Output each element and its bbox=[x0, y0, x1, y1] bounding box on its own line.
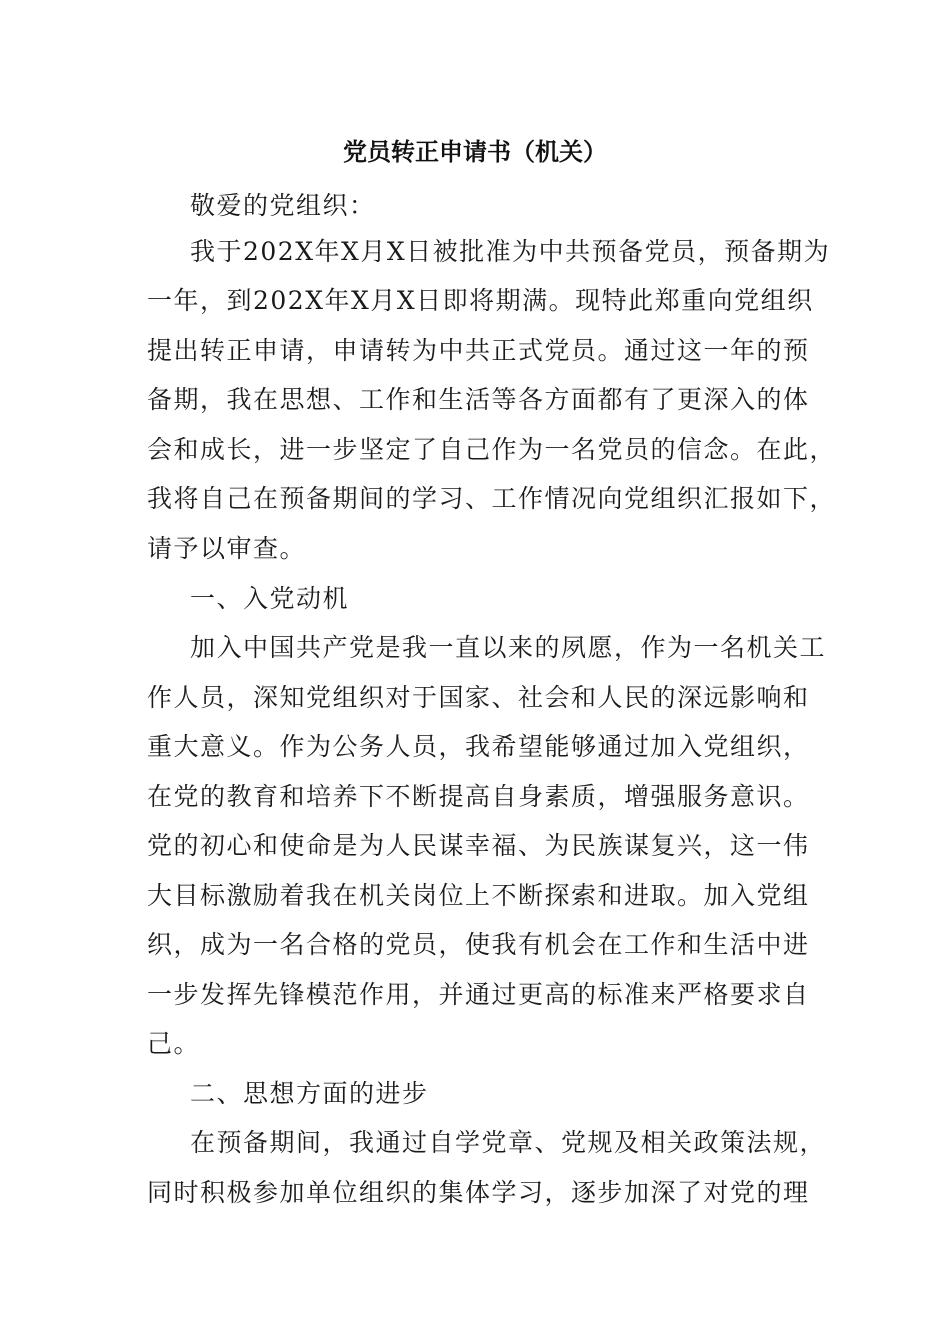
paragraph-line: 党的初心和使命是为人民谋幸福、为民族谋复兴，这一伟 bbox=[147, 831, 810, 860]
greeting-line: 敬爱的党组织： bbox=[190, 191, 376, 220]
paragraph-line: 加入中国共产党是我一直以来的夙愿，作为一名机关工 bbox=[190, 633, 827, 662]
paragraph-line: 一年，到202X年X月X日即将期满。现特此郑重向党组织 bbox=[147, 286, 814, 315]
paragraph-line: 提出转正申请，申请转为中共正式党员。通过这一年的预 bbox=[147, 336, 810, 365]
paragraph-line: 备期，我在思想、工作和生活等各方面都有了更深入的体 bbox=[147, 385, 810, 414]
paragraph-line: 会和成长，进一步坚定了自己作为一名党员的信念。在此， bbox=[147, 435, 837, 464]
paragraph-line: 我于202X年X月X日被批准为中共预备党员，预备期为 bbox=[190, 237, 831, 266]
paragraph-line: 大目标激励着我在机关岗位上不断探索和进取。加入党组 bbox=[147, 881, 810, 910]
paragraph-line: 同时积极参加单位组织的集体学习，逐步加深了对党的理 bbox=[147, 1178, 810, 1207]
paragraph-line: 在党的教育和培养下不断提高自身素质，增强服务意识。 bbox=[147, 782, 810, 811]
section-heading: 一、入党动机 bbox=[190, 584, 350, 613]
paragraph-line: 重大意义。作为公务人员，我希望能够通过加入党组织， bbox=[147, 732, 810, 761]
paragraph-line: 请予以审查。 bbox=[147, 534, 307, 563]
paragraph-line: 在预备期间，我通过自学党章、党规及相关政策法规， bbox=[190, 1128, 827, 1157]
section-heading: 二、思想方面的进步 bbox=[190, 1079, 429, 1108]
paragraph-line: 己。 bbox=[147, 1029, 201, 1058]
paragraph-line: 作人员，深知党组织对于国家、社会和人民的深远影响和 bbox=[147, 683, 810, 712]
paragraph-line: 一步发挥先锋模范作用，并通过更高的标准来严格要求自 bbox=[147, 980, 810, 1009]
paragraph-line: 织，成为一名合格的党员，使我有机会在工作和生活中进 bbox=[147, 930, 810, 959]
paragraph-line: 我将自己在预备期间的学习、工作情况向党组织汇报如下， bbox=[147, 484, 837, 513]
document-title: 党员转正申请书（机关） bbox=[343, 138, 607, 166]
